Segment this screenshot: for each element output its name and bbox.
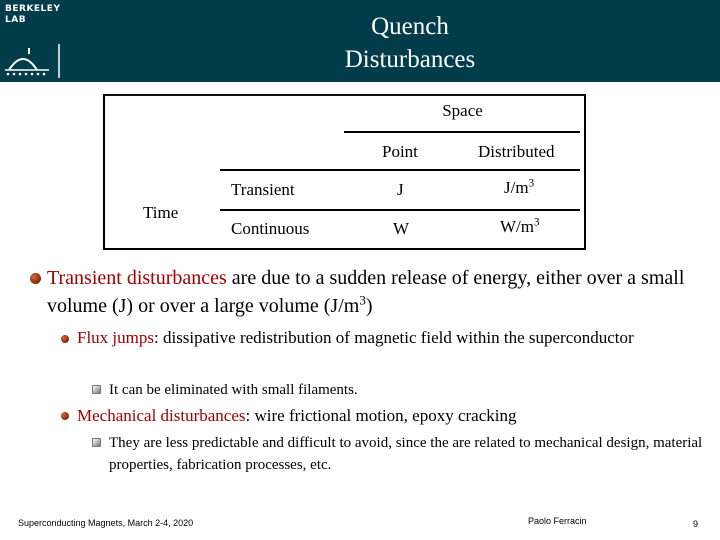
time-header: Time — [143, 203, 179, 222]
row-header-transient: Transient — [231, 180, 295, 199]
berkeley-lab-logo — [5, 4, 60, 26]
title-line-2: Disturbances — [344, 46, 476, 73]
slide-title — [280, 10, 540, 76]
row-divider — [220, 209, 580, 211]
cell-transient-distributed: $J/m^3$ — [504, 177, 535, 197]
page-number: 9 — [693, 519, 699, 529]
logo-line-1: BERKELEY — [5, 4, 61, 14]
space-divider — [344, 131, 580, 133]
bullet-mechanical: Mechanical disturbances: wire frictional motion, epoxy cracking — [77, 406, 517, 425]
bullet-level3-icon — [92, 385, 101, 394]
term-mechanical: Mechanical disturbances — [77, 406, 246, 425]
cell-transient-point: J — [397, 180, 404, 199]
bullet-level1-icon — [30, 273, 41, 284]
space-header: Space — [442, 101, 483, 120]
cell-continuous-distributed: $W/m^3$ — [500, 216, 540, 236]
header-bar — [0, 0, 720, 82]
col-header-distributed: Distributed — [478, 142, 555, 161]
bullet-level2-icon — [61, 335, 69, 343]
footer-event: Superconducting Magnets, March 2-4, 2020 — [18, 518, 194, 528]
bullet-predictability: They are less predictable and difficult to avoid, since the are related to mechanical design, material properties, fabrication processes, etc. — [109, 435, 703, 473]
bullet-filaments: It can be eliminated with small filaments. — [109, 382, 358, 398]
lab-building-icon — [3, 42, 65, 80]
row-header-continuous: Continuous — [231, 219, 310, 238]
bullet-level2-icon — [61, 412, 69, 420]
bullet-flux-jumps: Flux jumps: dissipative redistribution of magnetic field within the superconductor — [77, 328, 634, 347]
header-divider — [220, 169, 580, 171]
footer-author: Paolo Ferracin — [528, 516, 587, 526]
bullet-transient: Transient disturbances are due to a sudden release of energy, either over a small volume (J) or over a large volume $(J/m^3)$ — [47, 267, 685, 317]
cell-continuous-point: W — [393, 219, 410, 238]
logo-line-2: LAB — [5, 15, 27, 25]
col-header-point: Point — [382, 142, 418, 161]
title-line-1: Quench — [371, 13, 449, 40]
bullet-level3-icon — [92, 438, 101, 447]
term-transient: Transient disturbances — [47, 267, 227, 289]
term-flux-jumps: Flux jumps — [77, 328, 154, 347]
